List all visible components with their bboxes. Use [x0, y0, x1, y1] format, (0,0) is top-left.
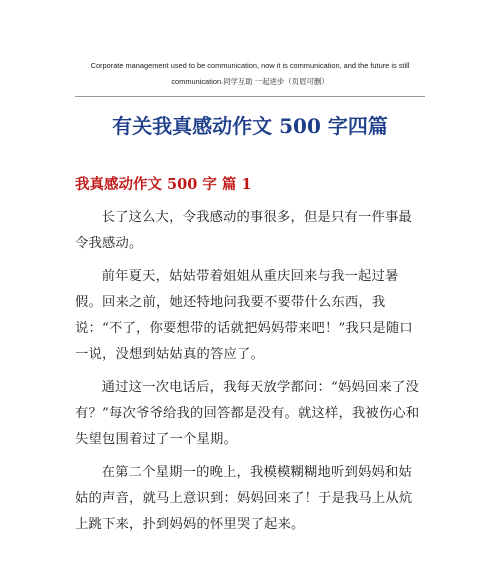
- header-divider: [75, 96, 425, 97]
- page-header: [75, 58, 425, 90]
- paragraph-1: 长了这么大，令我感动的事很多，但是只有一件事最令我感动。: [75, 210, 413, 251]
- article-body: [75, 205, 425, 545]
- document-title: 有关我真感动作文 500 字四篇: [112, 114, 388, 138]
- paragraph-3: 通过这一次电话后，我每天放学都问：“妈妈回来了没有？”每次爷爷给我的回答都是没有。就这样，我被伤心和失望包围着过了一个星期。: [75, 380, 420, 447]
- paragraph-4: 在第二个星期一的晚上，我模模糊糊地听到妈妈和姑姑的声音，就马上意识到：妈妈回来了！于是我马上从炕上跳下来，扑到妈妈的怀里哭了起来。: [75, 465, 413, 532]
- paragraph-2: 前年夏天，姑姑带着姐姐从重庆回来与我一起过暑假。回来之前，她还特地问我要不要带什么东西，我说：“不了，你要想带的话就把妈妈带来吧！”我只是随口一说，没想到姑姑真的答应了。: [75, 269, 413, 362]
- header-line-1: Corporate management used to be communication, now it is communication, and the future is still: [90, 61, 410, 70]
- header-line-2: communication.同学互助 一起进步（页眉可删）: [171, 77, 329, 86]
- section-heading: 我真感动作文 500 字 篇 1: [75, 176, 252, 193]
